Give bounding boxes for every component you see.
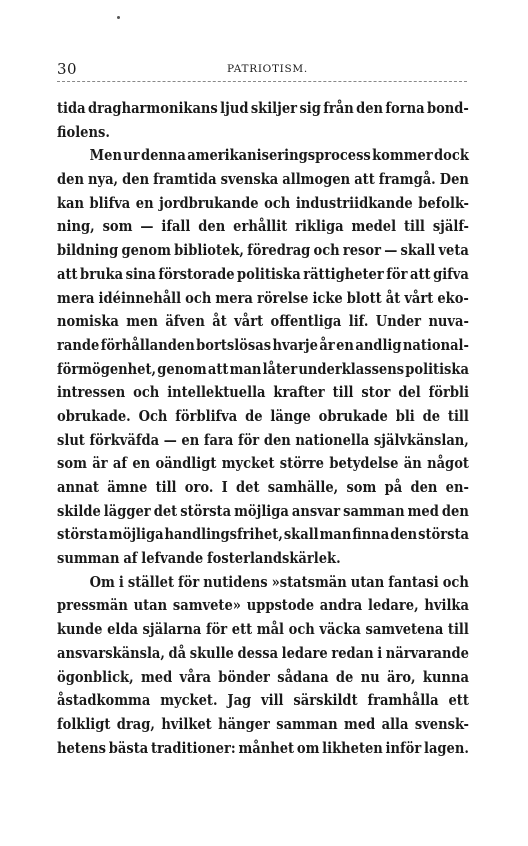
word: samvetena (365, 620, 444, 639)
word: Under (375, 312, 422, 331)
word: skall (283, 525, 319, 544)
word: resor (342, 241, 382, 260)
word: skilde (57, 501, 101, 520)
word: möjliga (234, 501, 289, 520)
word: förbli (428, 383, 469, 402)
word: rande (57, 335, 100, 354)
word: svenska (220, 170, 279, 189)
word: dessa (237, 643, 279, 662)
word: den (198, 217, 226, 236)
word: hvarje (272, 335, 318, 354)
text-line (57, 263, 469, 287)
word: som (57, 454, 87, 473)
word: är (92, 454, 108, 473)
word: ljud (220, 99, 249, 117)
word: och (264, 193, 291, 212)
word: rikliga (295, 217, 344, 236)
word: de (245, 406, 263, 425)
word: bortslösas (196, 335, 272, 354)
word: lägger (103, 501, 151, 520)
word: fantasi (388, 572, 439, 591)
word: de (422, 406, 441, 425)
word: Jag (227, 691, 252, 710)
word: bildning (57, 241, 119, 260)
word: vårt (404, 288, 434, 307)
word: och (133, 383, 160, 402)
text-line (57, 334, 469, 358)
word: lif. (348, 312, 369, 331)
word: själf- (432, 217, 469, 236)
word: en (132, 454, 151, 473)
word: låter (262, 359, 298, 378)
word: närvarande (385, 643, 469, 662)
word: ledare, (368, 596, 419, 615)
word: mål (256, 620, 285, 639)
word: förhållanden (100, 335, 195, 354)
word: att (410, 264, 431, 283)
word: rättigheter (303, 264, 384, 283)
word: till (155, 478, 177, 496)
word: skulle (189, 643, 234, 662)
word: för (178, 572, 200, 591)
word: underklassens (298, 359, 405, 378)
word: men (126, 312, 158, 331)
word: »statsmän (271, 572, 347, 591)
word: bibliotek, (174, 241, 244, 260)
text-line (57, 310, 469, 334)
page-number: 30 (57, 60, 78, 78)
word: fara (203, 430, 234, 449)
word: redan (331, 643, 374, 662)
word: till (447, 406, 469, 425)
word: denna (140, 146, 186, 165)
word: från (323, 99, 354, 117)
word: att (207, 359, 229, 378)
word: självkänslan, (373, 430, 469, 449)
word: åt (212, 312, 227, 331)
word: nationella (295, 430, 370, 449)
word: intressen (57, 383, 126, 402)
word: samhälle, (267, 478, 339, 496)
text-line (57, 642, 469, 666)
text-line (57, 405, 469, 429)
text-line (57, 547, 469, 571)
word: fosterlandskärlek. (207, 549, 341, 568)
word: som (102, 217, 133, 236)
text-line (57, 452, 469, 476)
word: den (263, 430, 291, 449)
word: något (427, 454, 469, 473)
word: ning, (57, 217, 95, 236)
text-line (57, 121, 469, 145)
word: i (118, 572, 124, 591)
word: de (335, 667, 354, 686)
word: ledare (281, 643, 328, 662)
word: sådana (277, 667, 329, 686)
word: ögonblick, (57, 667, 134, 686)
word: bli (395, 406, 415, 425)
word: likheten (322, 738, 383, 757)
word: och (185, 288, 212, 307)
text-line (57, 381, 469, 405)
text-line (57, 476, 469, 500)
text-line (57, 215, 469, 239)
word: med (407, 501, 439, 520)
word: I (221, 478, 228, 496)
word: man (319, 525, 352, 544)
word: betydelse (329, 454, 399, 473)
word: bond- (426, 99, 469, 117)
word: intellektuella (167, 383, 266, 402)
word: bästa (108, 738, 149, 757)
text-line (57, 594, 469, 618)
word: större (279, 454, 324, 473)
word: obrukade. (57, 406, 131, 425)
word: möjliga (108, 525, 164, 544)
word: kommer (372, 146, 433, 165)
word: ur (123, 146, 140, 165)
word: mera (215, 288, 253, 307)
word: det (153, 501, 178, 520)
word: drag, (116, 714, 155, 733)
word: år (319, 335, 335, 354)
word: förmögenhet, (57, 359, 157, 378)
word: bönder (218, 667, 270, 686)
word: politiska (405, 359, 469, 378)
word: man (229, 359, 262, 378)
word: kunna (422, 667, 469, 686)
word: den (122, 170, 150, 189)
word: summan (57, 549, 120, 568)
word: befolk- (418, 193, 469, 212)
word: själarna (142, 620, 202, 639)
text-line (57, 168, 469, 192)
word: den (356, 99, 384, 117)
word: blifva (89, 193, 131, 212)
word: en (181, 430, 200, 449)
word: fiolens. (57, 122, 110, 141)
word: största (418, 525, 469, 544)
word: den (390, 525, 418, 544)
word: — (163, 430, 177, 449)
word: idéinnehåll (98, 288, 182, 307)
word: jordbrukande (159, 193, 259, 212)
word: skall (400, 241, 436, 260)
word: veta (438, 241, 469, 260)
word: största (180, 501, 232, 520)
word: mera (57, 288, 95, 307)
header-rule (57, 81, 467, 82)
word: uppstode (246, 596, 315, 615)
word: för (237, 430, 260, 449)
word: lefvande (141, 549, 204, 568)
word: framtida (153, 170, 217, 189)
word: oro. (184, 478, 214, 496)
word: offentliga (270, 312, 342, 331)
word: förblifva (175, 406, 238, 425)
word: samvete» (172, 596, 241, 615)
word: och (288, 620, 315, 639)
word: största (57, 525, 108, 544)
text-line (57, 618, 469, 642)
word: af (112, 454, 127, 473)
page-header (57, 60, 469, 80)
word: ämne (107, 478, 148, 496)
word: genom (121, 241, 171, 260)
word: framgå. (378, 170, 436, 189)
text-line (57, 239, 469, 263)
running-title: PATRIOTISM. (227, 63, 308, 75)
word: om (296, 738, 320, 757)
word: nuva- (428, 312, 469, 331)
word: icke (312, 288, 343, 307)
word: i (377, 643, 383, 662)
word: del (398, 383, 421, 402)
word: förkväfda (89, 430, 160, 449)
word: allmogen (282, 170, 351, 189)
word: att (354, 170, 375, 189)
word: krafter (273, 383, 325, 402)
word: finna (352, 525, 390, 544)
word: den (410, 478, 438, 496)
text-line (57, 666, 469, 690)
word: lagen. (424, 738, 469, 757)
stray-mark (117, 16, 120, 19)
word: stället (127, 572, 175, 591)
word: vill (261, 691, 284, 710)
word: blott (346, 288, 382, 307)
word: Den (439, 170, 469, 189)
word: väcka (319, 620, 361, 639)
word: föredrag (247, 241, 311, 260)
text-line (57, 689, 469, 713)
word: oändligt (155, 454, 217, 473)
word: den (441, 501, 469, 520)
word: nya, (88, 170, 119, 189)
word: en (336, 335, 354, 354)
text-line (57, 713, 469, 737)
word: industriidkande (295, 193, 413, 212)
word: samman (276, 714, 338, 733)
word: svensk- (414, 714, 469, 733)
word: mycket. (160, 691, 218, 710)
word: länge (270, 406, 311, 425)
word: hvilket (161, 714, 212, 733)
word: erhållit (233, 217, 288, 236)
word: dragharmonikans (87, 99, 218, 117)
word: för (205, 620, 228, 639)
word: kan (57, 193, 85, 212)
text-line (57, 737, 469, 761)
word: genom (157, 359, 207, 378)
text-line (57, 97, 469, 121)
word: Men (89, 146, 122, 165)
word: ifall (161, 217, 191, 236)
word: slut (57, 430, 85, 449)
word: på (384, 478, 403, 496)
word: ett (231, 620, 253, 639)
word: politiska (237, 264, 301, 283)
text-line (57, 429, 469, 453)
word: medel (351, 217, 397, 236)
word: skiljer (250, 99, 298, 117)
body-text (57, 97, 469, 760)
word: tida (57, 99, 86, 117)
word: äro, (386, 667, 416, 686)
word: andra (319, 596, 363, 615)
word: — (384, 241, 398, 260)
word: utan (133, 596, 168, 615)
text-line (57, 571, 469, 595)
word: till (403, 217, 425, 236)
word: amerikaniseringsprocess (187, 146, 371, 165)
word: eko- (437, 288, 469, 307)
word: åstadkomma (57, 691, 151, 710)
word: forna (385, 99, 425, 117)
word: alla (381, 714, 409, 733)
word: hetens (57, 738, 107, 757)
word: — (140, 217, 154, 236)
word: nu (360, 667, 380, 686)
word: mycket (221, 454, 275, 473)
word: våra (179, 667, 211, 686)
word: än (403, 454, 422, 473)
word: hvilka (424, 596, 469, 615)
word: det (236, 478, 260, 496)
word: af (123, 549, 138, 568)
word: och (442, 572, 469, 591)
text-line (57, 523, 469, 547)
word: med (140, 667, 173, 686)
word: för (386, 264, 408, 283)
word: annat (57, 478, 99, 496)
word: dock (434, 146, 469, 165)
word: Om (89, 572, 115, 591)
text-line (57, 287, 469, 311)
word: månhet (238, 738, 295, 757)
word: bruka (80, 264, 124, 283)
word: framhålla (367, 691, 439, 710)
word: traditioner: (150, 738, 236, 757)
word: folkligt (57, 714, 111, 733)
text-line (57, 144, 469, 168)
word: pressmän (57, 596, 128, 615)
word: som (346, 478, 377, 496)
word: andlig (355, 335, 402, 354)
text-line (57, 192, 469, 216)
word: nutidens (203, 572, 268, 591)
word: utan (350, 572, 385, 591)
text-line (57, 500, 469, 524)
word: sig (299, 99, 321, 117)
word: sina (125, 264, 156, 283)
word: inför (385, 738, 422, 757)
word: national- (402, 335, 469, 354)
word: gifva (433, 264, 469, 283)
word: den (57, 170, 84, 189)
word: till (332, 383, 354, 402)
word: med (343, 714, 376, 733)
word: elda (107, 620, 138, 639)
word: åt (385, 288, 401, 307)
word: ett (448, 691, 469, 710)
word: handlingsfrihet, (164, 525, 283, 544)
word: ansvarskänsla, (57, 643, 165, 662)
word: kunde (57, 620, 103, 639)
word: samman (343, 501, 405, 520)
word: Och (138, 406, 168, 425)
word: äfven (165, 312, 205, 331)
word: rörelse (256, 288, 309, 307)
word: och (313, 241, 340, 260)
word: särskildt (293, 691, 358, 710)
word: till (447, 620, 469, 639)
word: stor (361, 383, 391, 402)
word: hänger (218, 714, 270, 733)
word: att (57, 264, 78, 283)
word: obrukade (318, 406, 388, 425)
word: nomiska (57, 312, 119, 331)
text-line (57, 358, 469, 382)
word: en (135, 193, 154, 212)
word: vårt (234, 312, 264, 331)
word: en- (445, 478, 469, 496)
word: då (168, 643, 187, 662)
word: ansvar (291, 501, 341, 520)
word: förstorade (158, 264, 235, 283)
